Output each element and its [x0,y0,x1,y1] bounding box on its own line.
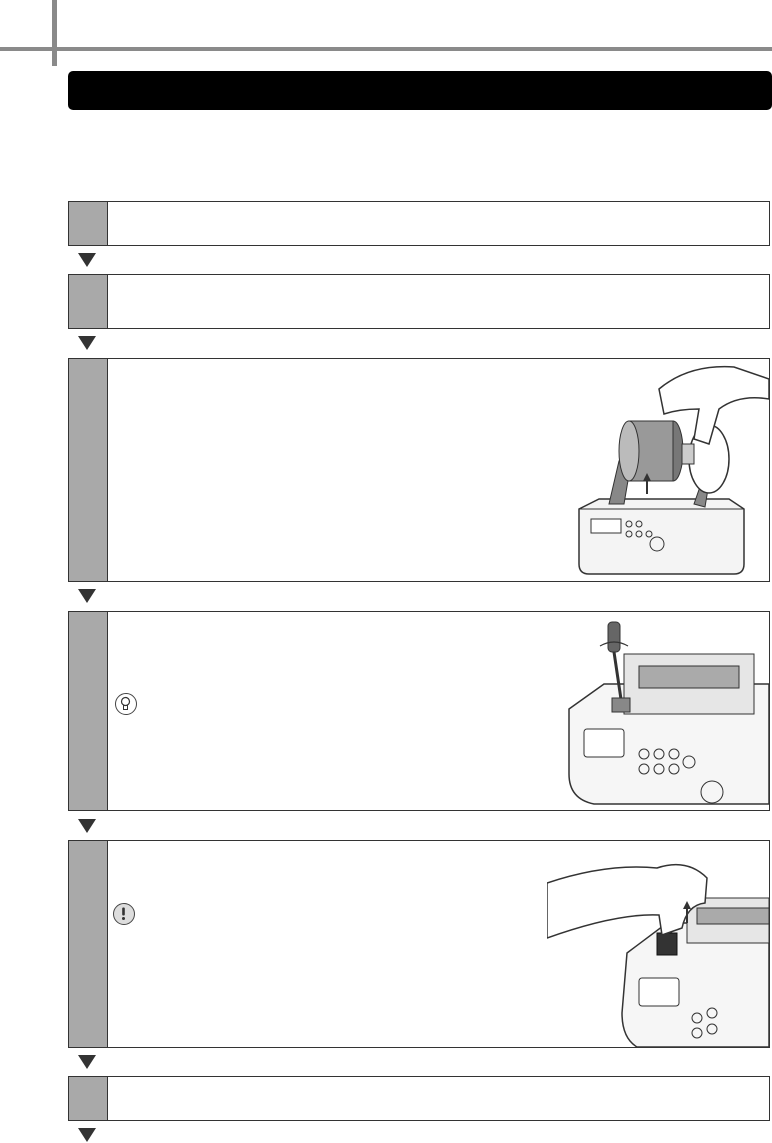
step-5 [68,840,770,1048]
exclamation-caution-icon [113,903,135,925]
step-5-number-tab [69,841,108,1047]
step-4-number-tab [69,612,108,810]
lightbulb-hint-icon [115,693,137,715]
cutter-removal-illustration [547,843,769,1047]
step-3 [68,358,770,582]
step-4 [68,611,770,811]
roll-installation-illustration [569,359,769,581]
screwdriver-adjustment-illustration [564,614,769,810]
down-arrow-icon [78,253,96,267]
step-2-number-tab [69,275,108,328]
down-arrow-icon [78,1055,96,1069]
step-3-number-tab [69,359,108,581]
down-arrow-icon [78,336,96,350]
down-arrow-icon [78,819,96,833]
step-1 [68,201,770,246]
down-arrow-icon [78,589,96,603]
step-2 [68,274,770,329]
step-1-number-tab [69,202,108,245]
section-banner [68,71,772,110]
side-rule [52,0,57,66]
down-arrow-icon [78,1128,96,1142]
step-6 [68,1076,770,1121]
step-6-number-tab [69,1077,108,1120]
top-rule [0,47,772,51]
